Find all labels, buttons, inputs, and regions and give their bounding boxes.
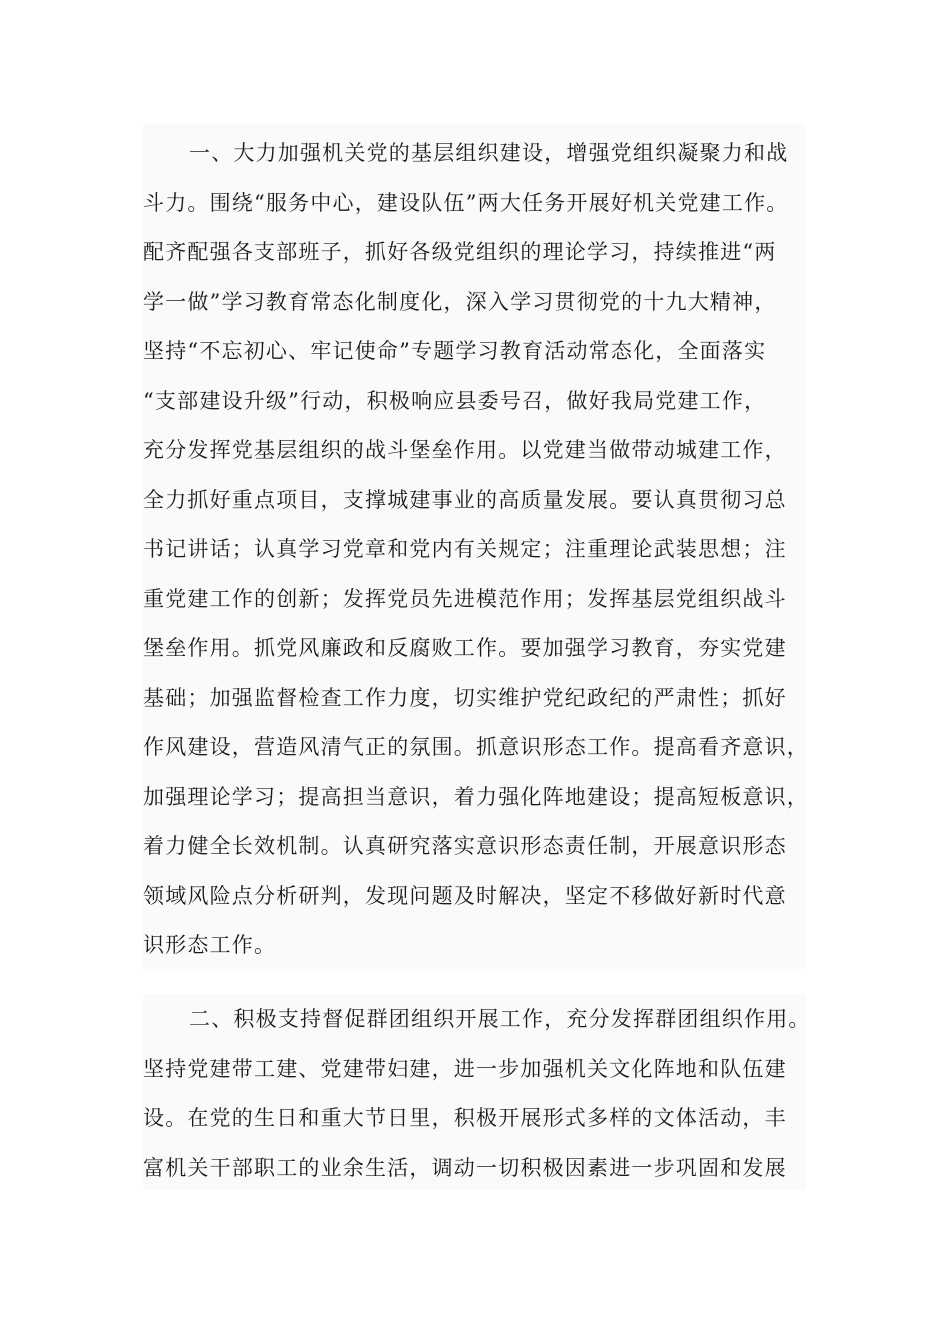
paragraph-line: 加强理论学习；提高担当意识，着力强化阵地建设；提高短板意识， xyxy=(143,785,809,809)
paragraph-line: 堡垒作用。抓党风廉政和反腐败工作。要加强学习教育，夯实党建 xyxy=(143,636,787,660)
paragraph-line: 斗力。围绕“服务中心，建设队伍”两大任务开展好机关党建工作。 xyxy=(143,191,789,215)
paragraph-line: 全力抓好重点项目，支撑城建事业的高质量发展。要认真贯彻习总 xyxy=(143,488,787,512)
paragraph-line: 一、大力加强机关党的基层组织建设，增强党组织凝聚力和战 xyxy=(189,141,789,165)
paragraph-2 xyxy=(143,994,811,1190)
paragraph-line: 二、积极支持督促群团组织开展工作，充分发挥群团组织作用。 xyxy=(189,1007,811,1031)
paragraph-line: 重党建工作的创新；发挥党员先进模范作用；发挥基层党组织战斗 xyxy=(143,587,787,611)
paragraph-line: 充分发挥党基层组织的战斗堡垒作用。以党建当做带动城建工作， xyxy=(143,438,787,462)
paragraph-line: 领域风险点分析研判，发现问题及时解决，坚定不移做好新时代意 xyxy=(143,884,787,908)
paragraph-line: 着力健全长效机制。认真研究落实意识形态责任制，开展意识形态 xyxy=(143,834,787,858)
paragraph-line: 坚持“不忘初心、牢记使命”专题学习教育活动常态化，全面落实 xyxy=(143,339,767,363)
paragraph-line: 设。在党的生日和重大节日里，积极开展形式多样的文体活动，丰 xyxy=(143,1106,787,1130)
paragraph-line: 识形态工作。 xyxy=(143,933,277,957)
paragraph-line: 坚持党建带工建、党建带妇建，进一步加强机关文化阵地和队伍建 xyxy=(143,1057,787,1081)
paragraph-line: 基础；加强监督检查工作力度，切实维护党纪政纪的严肃性；抓好 xyxy=(143,686,787,710)
paragraph-line: 作风建设，营造风清气正的氛围。抓意识形态工作。提高看齐意识， xyxy=(143,735,809,759)
paragraph-line: 书记讲话；认真学习党章和党内有关规定；注重理论武装思想；注 xyxy=(143,537,787,561)
paragraph-line: 配齐配强各支部班子，抓好各级党组织的理论学习，持续推进“两 xyxy=(143,240,777,264)
paragraph-1 xyxy=(143,124,809,969)
paragraph-line: 学一做”学习教育常态化制度化，深入学习贯彻党的十九大精神， xyxy=(143,290,777,314)
paragraph-line: 富机关干部职工的业余生活，调动一切积极因素进一步巩固和发展 xyxy=(143,1156,787,1180)
paragraph-line: “支部建设升级”行动，积极响应县委号召，做好我局党建工作， xyxy=(143,389,767,413)
